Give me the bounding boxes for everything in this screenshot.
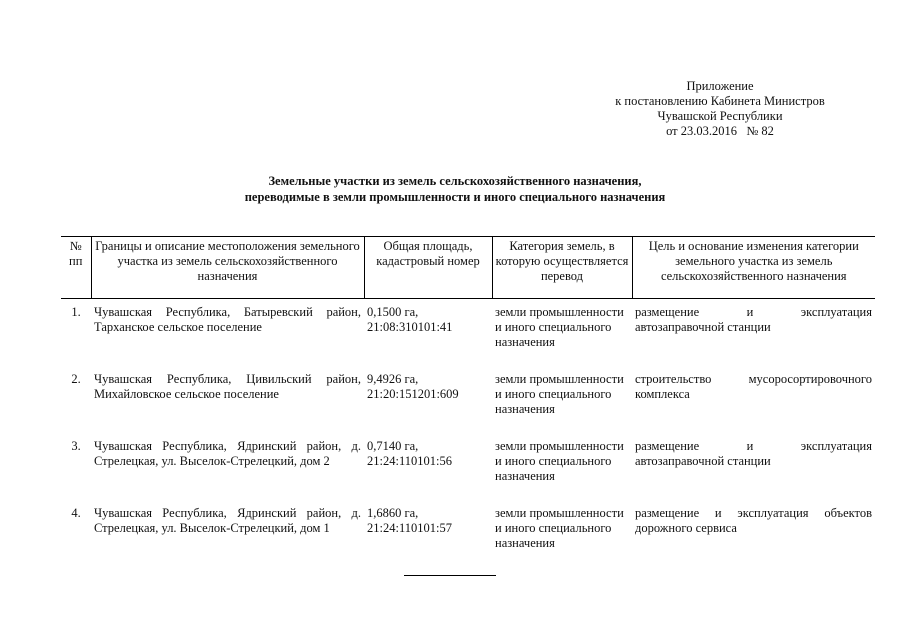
table-row — [61, 372, 875, 439]
row-location: Чувашская Республика, Цивильский район, Михайловское сельское поселение — [94, 372, 361, 401]
row-area-size: 1,6860 га, — [367, 506, 419, 520]
header-purpose: Цель и основание изменения категории земельного участка из земель сельскохозяйственного назначения — [632, 237, 875, 299]
row-cadastral-number: 21:08:310101:41 — [367, 320, 453, 334]
row-purpose: размещение и эксплуатация автозаправочной станции — [635, 305, 872, 334]
table-row — [61, 299, 875, 373]
row-area-size: 0,1500 га, — [367, 305, 419, 319]
row-location: Чувашская Республика, Ядринский район, д. Стрелецкая, ул. Выселок-Стрелецкий, дом 2 — [94, 439, 361, 468]
header-area: Общая площадь, кадастровый номер — [364, 237, 492, 299]
table-row — [61, 506, 875, 573]
appendix-header — [560, 79, 880, 139]
row-category: земли промышленности и иного специального назначения — [495, 372, 624, 416]
row-cadastral-number: 21:24:110101:56 — [367, 454, 452, 468]
row-num: 2. — [71, 372, 81, 386]
row-cadastral-number: 21:24:110101:57 — [367, 521, 452, 535]
row-num: 3. — [71, 439, 81, 453]
row-category: земли промышленности и иного специального назначения — [495, 439, 624, 483]
row-purpose: размещение и эксплуатация автозаправочной станции — [635, 439, 872, 468]
title-line-1: Земельные участки из земель сельскохозяйственного назначения, — [268, 174, 642, 188]
row-category: земли промышленности и иного специального назначения — [495, 305, 624, 349]
title-line-2: переводимые в земли промышленности и иного специального назначения — [244, 190, 666, 204]
row-category: земли промышленности и иного специального назначения — [495, 506, 624, 550]
row-purpose: строительство мусоросортировочного комплекса — [635, 372, 872, 401]
row-cadastral-number: 21:20:151201:609 — [367, 387, 459, 401]
row-area-size: 9,4926 га, — [367, 372, 419, 386]
appendix-line-2: к постановлению Кабинета Министров — [615, 94, 825, 108]
row-area — [364, 439, 492, 506]
row-num: 1. — [71, 305, 81, 319]
row-area — [364, 299, 492, 373]
row-num: 4. — [71, 506, 81, 520]
header-num: № пп — [61, 237, 91, 299]
appendix-line-4: от 23.03.2016 № 82 — [666, 124, 774, 138]
row-area-size: 0,7140 га, — [367, 439, 419, 453]
row-location: Чувашская Республика, Батыревский район, Тарханское сельское поселение — [94, 305, 361, 334]
row-location: Чувашская Республика, Ядринский район, д. Стрелецкая, ул. Выселок-Стрелецкий, дом 1 — [94, 506, 361, 535]
land-plots-table — [61, 236, 875, 573]
appendix-line-3: Чувашской Республики — [657, 109, 783, 123]
closing-divider — [404, 575, 496, 576]
document-title — [150, 173, 760, 205]
table-header-row — [61, 237, 875, 299]
header-category: Категория земель, в которую осуществляется перевод — [492, 237, 632, 299]
appendix-line-1: Приложение — [686, 79, 754, 93]
table-row — [61, 439, 875, 506]
row-purpose: размещение и эксплуатация объектов дорожного сервиса — [635, 506, 872, 535]
header-location: Границы и описание местоположения земельного участка из земель сельскохозяйственного назначения — [91, 237, 364, 299]
row-area — [364, 506, 492, 573]
row-area — [364, 372, 492, 439]
